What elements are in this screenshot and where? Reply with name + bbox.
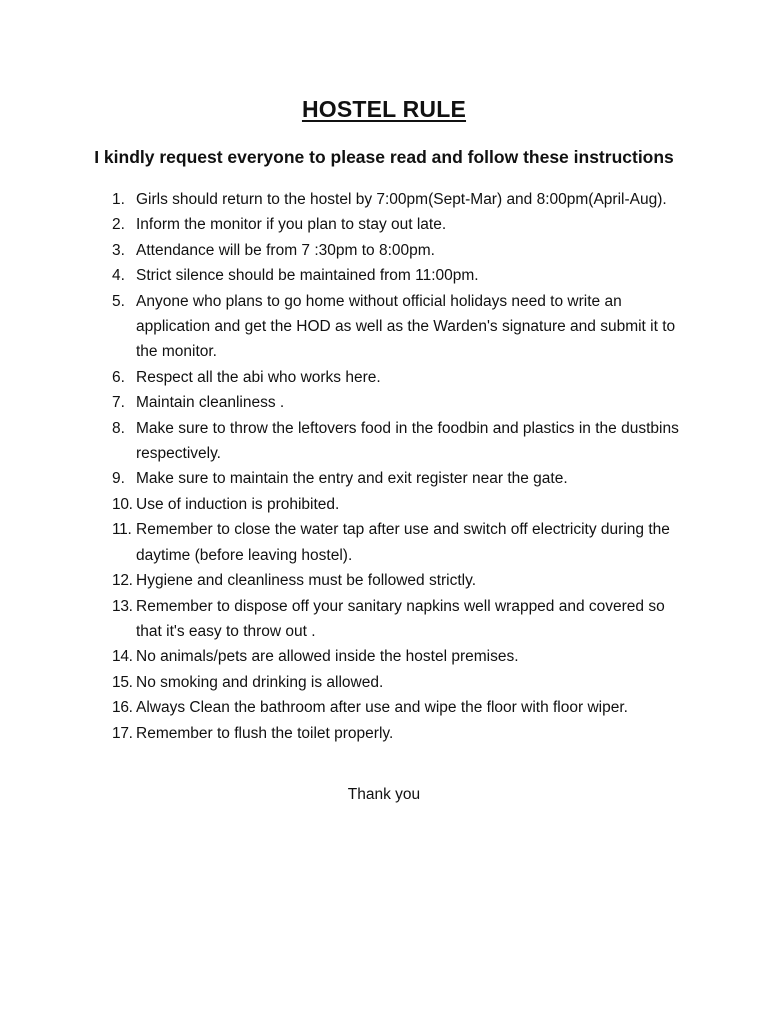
rule-text: Attendance will be from 7 :30pm to 8:00pm. [136, 241, 435, 259]
rule-text: Remember to flush the toilet properly. [136, 724, 394, 742]
rule-number: 15. [112, 673, 133, 691]
rule-item [112, 390, 682, 415]
rule-text: Remember to dispose off your sanitary napkins well wrapped and covered so that it's easy to throw out . [136, 597, 665, 640]
rule-text: Remember to close the water tap after use and switch off electricity during the daytime (before leaving hostel). [136, 521, 670, 564]
rule-text: Girls should return to the hostel by 7:00pm(Sept-Mar) and 8:00pm(April-Aug). [136, 191, 667, 208]
rule-item [112, 695, 682, 720]
rule-number: 5. [112, 292, 125, 310]
rule-number: 12. [112, 572, 133, 590]
rule-number: 1. [112, 191, 125, 208]
document-subtitle: I kindly request everyone to please read and follow these instructions [94, 147, 674, 167]
rule-item [112, 466, 682, 491]
rule-text: Inform the monitor if you plan to stay out late. [136, 216, 447, 234]
rule-number: 17. [112, 724, 133, 742]
rule-text: Hygiene and cleanliness must be followed strictly. [136, 572, 477, 590]
rule-item [112, 365, 682, 390]
rule-text: Anyone who plans to go home without official holidays need to write an application and get the HOD as well as the Warden's signature and submit it to the monitor. [136, 292, 676, 361]
document-title: HOSTEL RULE [301, 96, 467, 122]
rule-text: No animals/pets are allowed inside the hostel premises. [136, 648, 519, 666]
rule-number: 2. [112, 216, 125, 234]
rule-text: Always Clean the bathroom after use and wipe the floor with floor wiper. [136, 699, 628, 717]
rule-item [112, 289, 682, 365]
rule-number: 3. [112, 241, 125, 259]
rule-number: 4. [112, 267, 125, 285]
rule-text: Use of induction is prohibited. [136, 495, 340, 513]
rules-list [112, 187, 682, 746]
rule-number: 7. [112, 394, 125, 412]
rule-item [112, 416, 682, 467]
rule-item [112, 212, 682, 237]
rule-number: 8. [112, 419, 125, 437]
rule-number: 14. [112, 648, 133, 666]
closing-text: Thank you [347, 786, 421, 803]
rule-item [112, 492, 682, 517]
rule-text: Maintain cleanliness . [136, 394, 285, 412]
rule-number: 16. [112, 699, 133, 717]
rule-item [112, 594, 682, 645]
rule-item [112, 670, 682, 695]
rule-text: Make sure to maintain the entry and exit register near the gate. [136, 470, 568, 488]
rule-text: Make sure to throw the leftovers food in the foodbin and plastics in the dustbins respectively. [136, 419, 679, 463]
rule-item [112, 568, 682, 593]
rule-item [112, 721, 682, 746]
rule-number: 9. [112, 470, 125, 488]
rule-number: 10. [112, 495, 133, 513]
rule-text: Strict silence should be maintained from 11:00pm. [136, 267, 479, 285]
rule-number: 6. [112, 368, 125, 386]
rule-item [112, 238, 682, 263]
rule-item [112, 263, 682, 288]
rule-number: 11. [112, 521, 132, 539]
rule-text: No smoking and drinking is allowed. [136, 673, 384, 691]
rule-item [112, 517, 682, 568]
rule-item [112, 187, 682, 212]
rule-text: Respect all the abi who works here. [136, 368, 381, 386]
rule-number: 13. [112, 597, 133, 615]
rule-item [112, 644, 682, 669]
